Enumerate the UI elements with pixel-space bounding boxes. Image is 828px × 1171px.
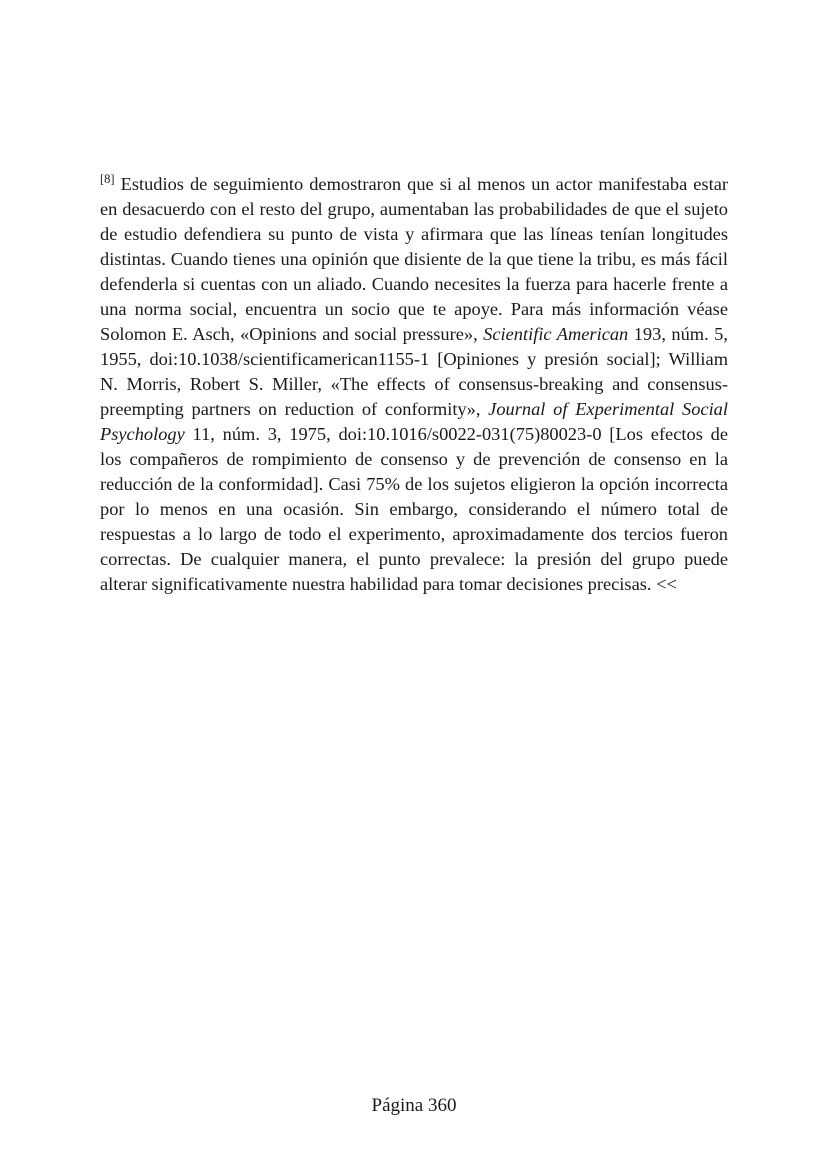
page-number: Página 360 [371, 1095, 457, 1116]
footnote-body: 11, núm. 3, 1975, doi:10.1016/s0022-031(75)80023-0 [Los efectos de los compañeros de rompimiento de consenso y de prevención de consenso en la reducción de la conformidad]. Casi 75% de los sujetos eligieron la opción incorrecta por lo menos en una ocasión. Sin embargo, considerando el número total de respuestas a lo largo de todo el experimento, aproximadamente dos tercios fueron correctas. De cualquier manera, el punto prevalece: la presión del grupo puede alterar significativamente nuestra habilidad para tomar decisiones precisas. [100, 424, 728, 594]
footnote-text [100, 172, 728, 597]
journal-title: Journal of Experimental Social Psychology [100, 399, 728, 444]
journal-title: Scientific American [483, 324, 629, 344]
footnote-marker: [8] [100, 171, 115, 186]
back-to-text-link[interactable]: << [656, 574, 677, 594]
footnote-body: Estudios de seguimiento demostraron que si al menos un actor manifestaba estar en desacuerdo con el resto del grupo, aumentaban las probabilidades de que el sujeto de estudio defendiera su punto de vista y afirmara que las líneas tenían longitudes distintas. Cuando tienes una opinión que disiente de la que tiene la tribu, es más fácil defenderla si cuentas con un aliado. Cuando necesites la fuerza para hacerle frente a una norma social, encuentra un socio que te apoye. Para más información véase Solomon E. Asch, «Opinions and social pressure», [100, 174, 728, 344]
footnote-body: 193, núm. 5, 1955, doi:10.1038/scientificamerican1155-1 [Opiniones y presión social]; William N. Morris, Robert S. Miller, «The effects of consensus-breaking and consensus-preempting partners on reduction of conformity», [100, 324, 728, 419]
